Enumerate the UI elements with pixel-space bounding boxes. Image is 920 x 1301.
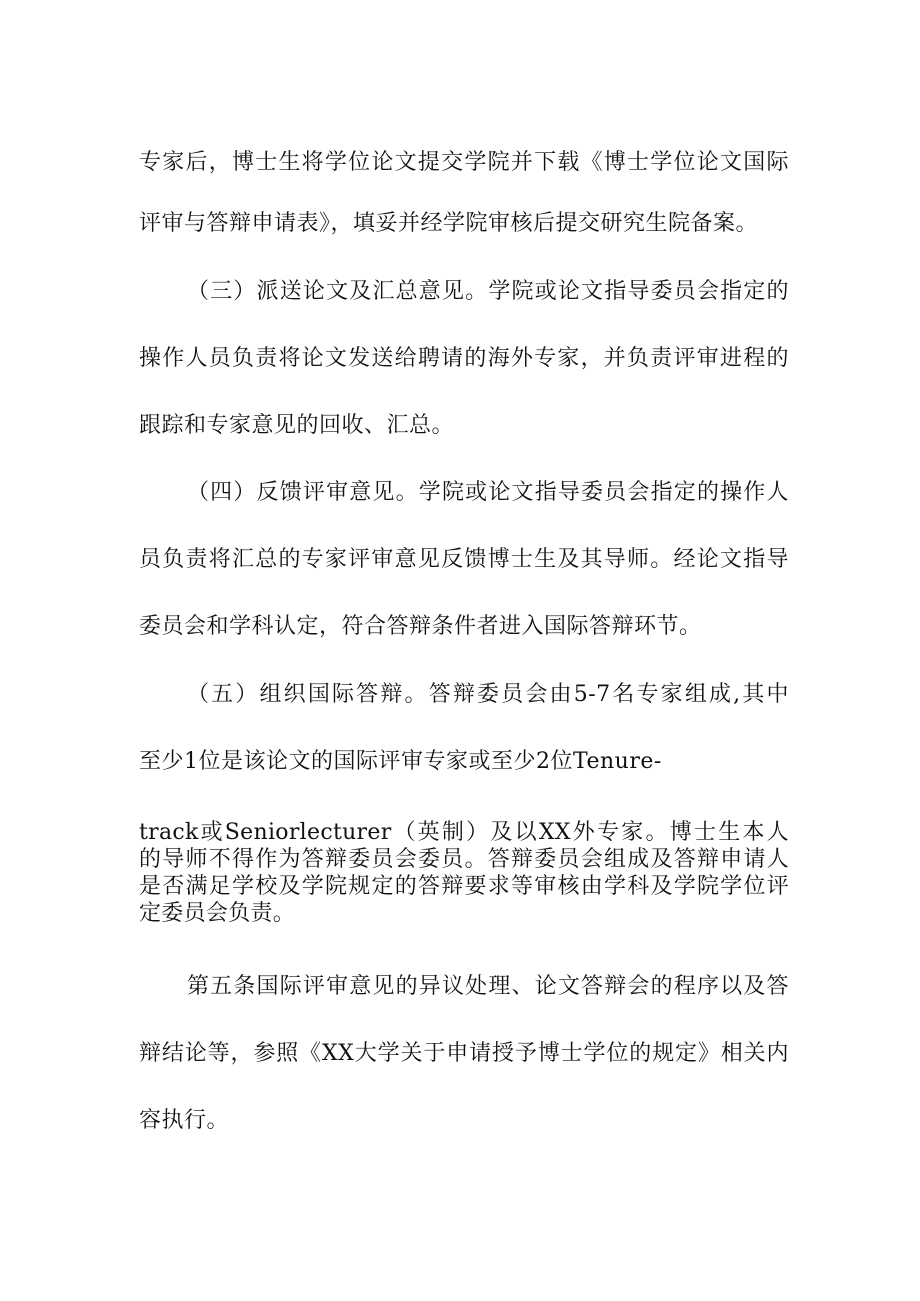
article-five-line-3: 容执行。 — [139, 1108, 230, 1133]
article-five-line-2: 辩结论等，参照《XX大学关于申请授予博士学位的规定》相关内 — [139, 1041, 789, 1066]
section-five-line-2: 至少1位是该论文的国际评审专家或至少2位Tenure- — [139, 749, 662, 774]
section-three-line-2: 操作人员负责将论文发送给聘请的海外专家，并负责评审进程的 — [139, 346, 789, 371]
section-five-line-1: （五）组织国际答辩。答辩委员会由5-7名专家组成,其中 — [187, 682, 789, 707]
paragraph-line-1: 专家后，博士生将学位论文提交学院并下载《博士学位论文国际 — [139, 150, 789, 175]
dense-line-1: track或Seniorlecturer（英制）及以XX外专家。博士生本人 — [139, 820, 789, 845]
article-five-line-1: 第五条国际评审意见的异议处理、论文答辩会的程序以及答 — [187, 974, 789, 999]
section-four-line-3: 委员会和学科认定，符合答辩条件者进入国际答辩环节。 — [139, 614, 702, 639]
dense-line-4: 定委员会负责。 — [139, 901, 296, 926]
dense-line-3: 是否满足学校及学院规定的答辩要求等审核由学科及学院学位评 — [139, 874, 789, 899]
section-four-line-1: （四）反馈评审意见。学院或论文指导委员会指定的操作人 — [187, 480, 789, 505]
section-four-line-2: 员负责将汇总的专家评审意见反馈博士生及其导师。经论文指导 — [139, 547, 789, 572]
section-three-line-3: 跟踪和专家意见的回收、汇总。 — [139, 413, 455, 438]
section-five-continuation — [139, 819, 789, 927]
dense-line-2: 的导师不得作为答辩委员会委员。答辩委员会组成及答辩申请人 — [139, 847, 789, 872]
paragraph-line-2: 评审与答辩申请表》，填妥并经学院审核后提交研究生院备案。 — [139, 211, 759, 236]
section-three-line-1: （三）派送论文及汇总意见。学院或论文指导委员会指定的 — [187, 279, 789, 304]
